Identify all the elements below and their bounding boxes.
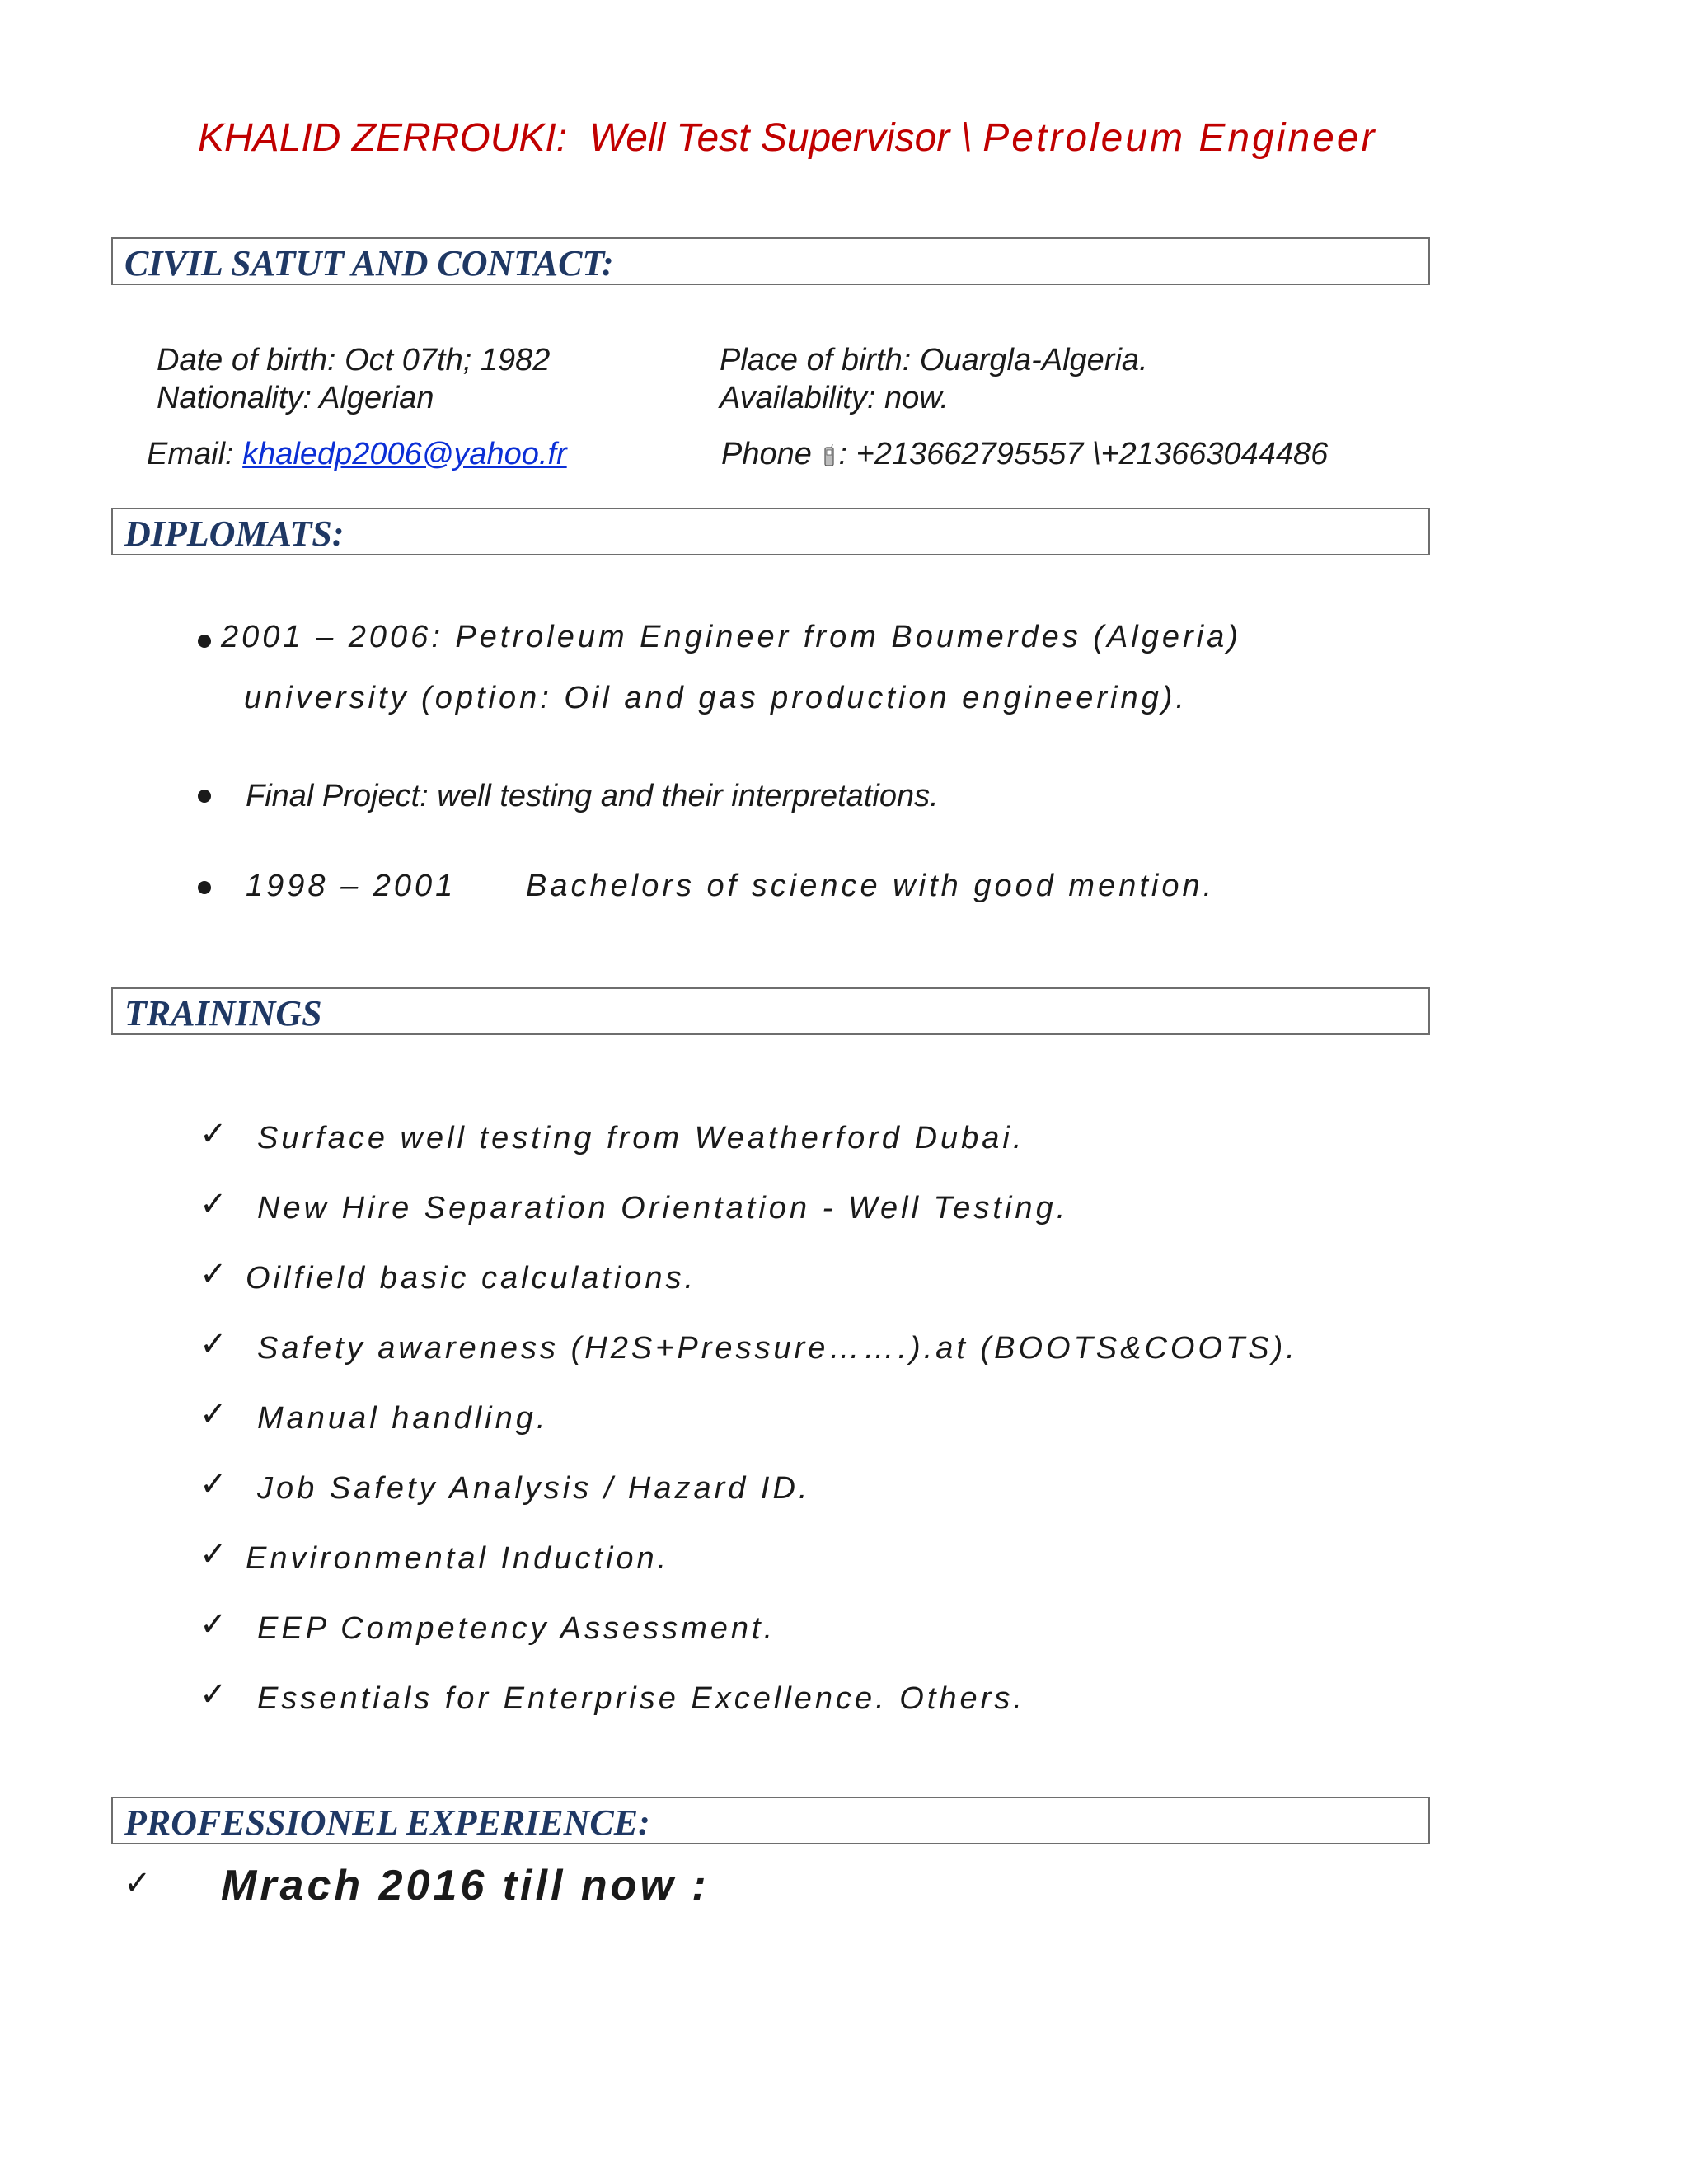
- phone-label: Phone: [721, 437, 812, 471]
- nationality: Nationality: Algerian: [157, 381, 434, 415]
- experience-period: Mrach 2016 till now :: [221, 1862, 710, 1910]
- civil-section-title: CIVIL SATUT AND CONTACT:: [124, 243, 614, 284]
- email-link[interactable]: khaledp2006@yahoo.fr: [242, 437, 567, 471]
- diploma-item-3-text: Bachelors of science with good mention.: [526, 869, 1216, 903]
- training-item: Environmental Induction.: [246, 1541, 670, 1576]
- training-item: Oilfield basic calculations.: [246, 1261, 697, 1296]
- email-label: Email:: [147, 437, 243, 471]
- check-icon: ✓: [199, 1255, 227, 1293]
- title-name: KHALID ZERROUKI:: [198, 116, 568, 160]
- training-item: EEP Competency Assessment.: [257, 1611, 776, 1646]
- training-item: Manual handling.: [257, 1401, 549, 1436]
- training-item: Essentials for Enterprise Excellence. Others.: [257, 1681, 1025, 1716]
- civil-section-header: [111, 237, 1430, 285]
- bullet-icon: [198, 635, 211, 648]
- check-icon: ✓: [199, 1325, 227, 1363]
- check-icon: ✓: [199, 1115, 227, 1153]
- mobile-phone-icon: [823, 444, 835, 467]
- diploma-item-1-line-2: university (option: Oil and gas production engineering).: [244, 681, 1188, 715]
- check-icon: ✓: [199, 1675, 227, 1713]
- trainings-section-header: [111, 987, 1430, 1035]
- check-icon: ✓: [199, 1605, 227, 1643]
- phone-numbers: : +213662795557 \+213663044486: [838, 437, 1329, 471]
- check-icon: ✓: [199, 1395, 227, 1433]
- experience-section-title: PROFESSIONEL EXPERIENCE:: [124, 1802, 650, 1843]
- training-item: Surface well testing from Weatherford Dubai.: [257, 1121, 1025, 1155]
- trainings-section-title: TRAININGS: [124, 993, 322, 1033]
- place-of-birth: Place of birth: Ouargla-Algeria.: [720, 343, 1148, 377]
- training-item: New Hire Separation Orientation - Well Testing.: [257, 1191, 1069, 1226]
- diplomats-section-header: [111, 508, 1430, 555]
- title-role-secondary: Petroleum Engineer: [982, 116, 1377, 160]
- bullet-icon: [198, 881, 211, 894]
- title-role: Well Test Supervisor \: [588, 116, 972, 160]
- diplomats-section-title: DIPLOMATS:: [124, 513, 345, 554]
- diploma-item-1-line-1: 2001 – 2006: Petroleum Engineer from Boumerdes (Algeria): [221, 620, 1241, 654]
- diploma-item-2: Final Project: well testing and their interpretations.: [246, 779, 939, 813]
- check-icon: ✓: [199, 1185, 227, 1223]
- date-of-birth: Date of birth: Oct 07th; 1982: [157, 343, 551, 377]
- training-item: Safety awareness (H2S+Pressure…….).at (BOOTS&COOTS).: [257, 1331, 1298, 1366]
- bullet-icon: [198, 790, 211, 803]
- training-item: Job Safety Analysis / Hazard ID.: [257, 1471, 811, 1506]
- check-icon: ✓: [124, 1864, 152, 1902]
- availability: Availability: now.: [720, 381, 950, 415]
- check-icon: ✓: [199, 1535, 227, 1573]
- diploma-item-3-year: 1998 – 2001: [246, 869, 457, 903]
- email-line: [147, 437, 567, 472]
- phone-line: [721, 437, 1328, 472]
- experience-section-header: [111, 1797, 1430, 1844]
- page-title: [198, 115, 1377, 161]
- check-icon: ✓: [199, 1465, 227, 1503]
